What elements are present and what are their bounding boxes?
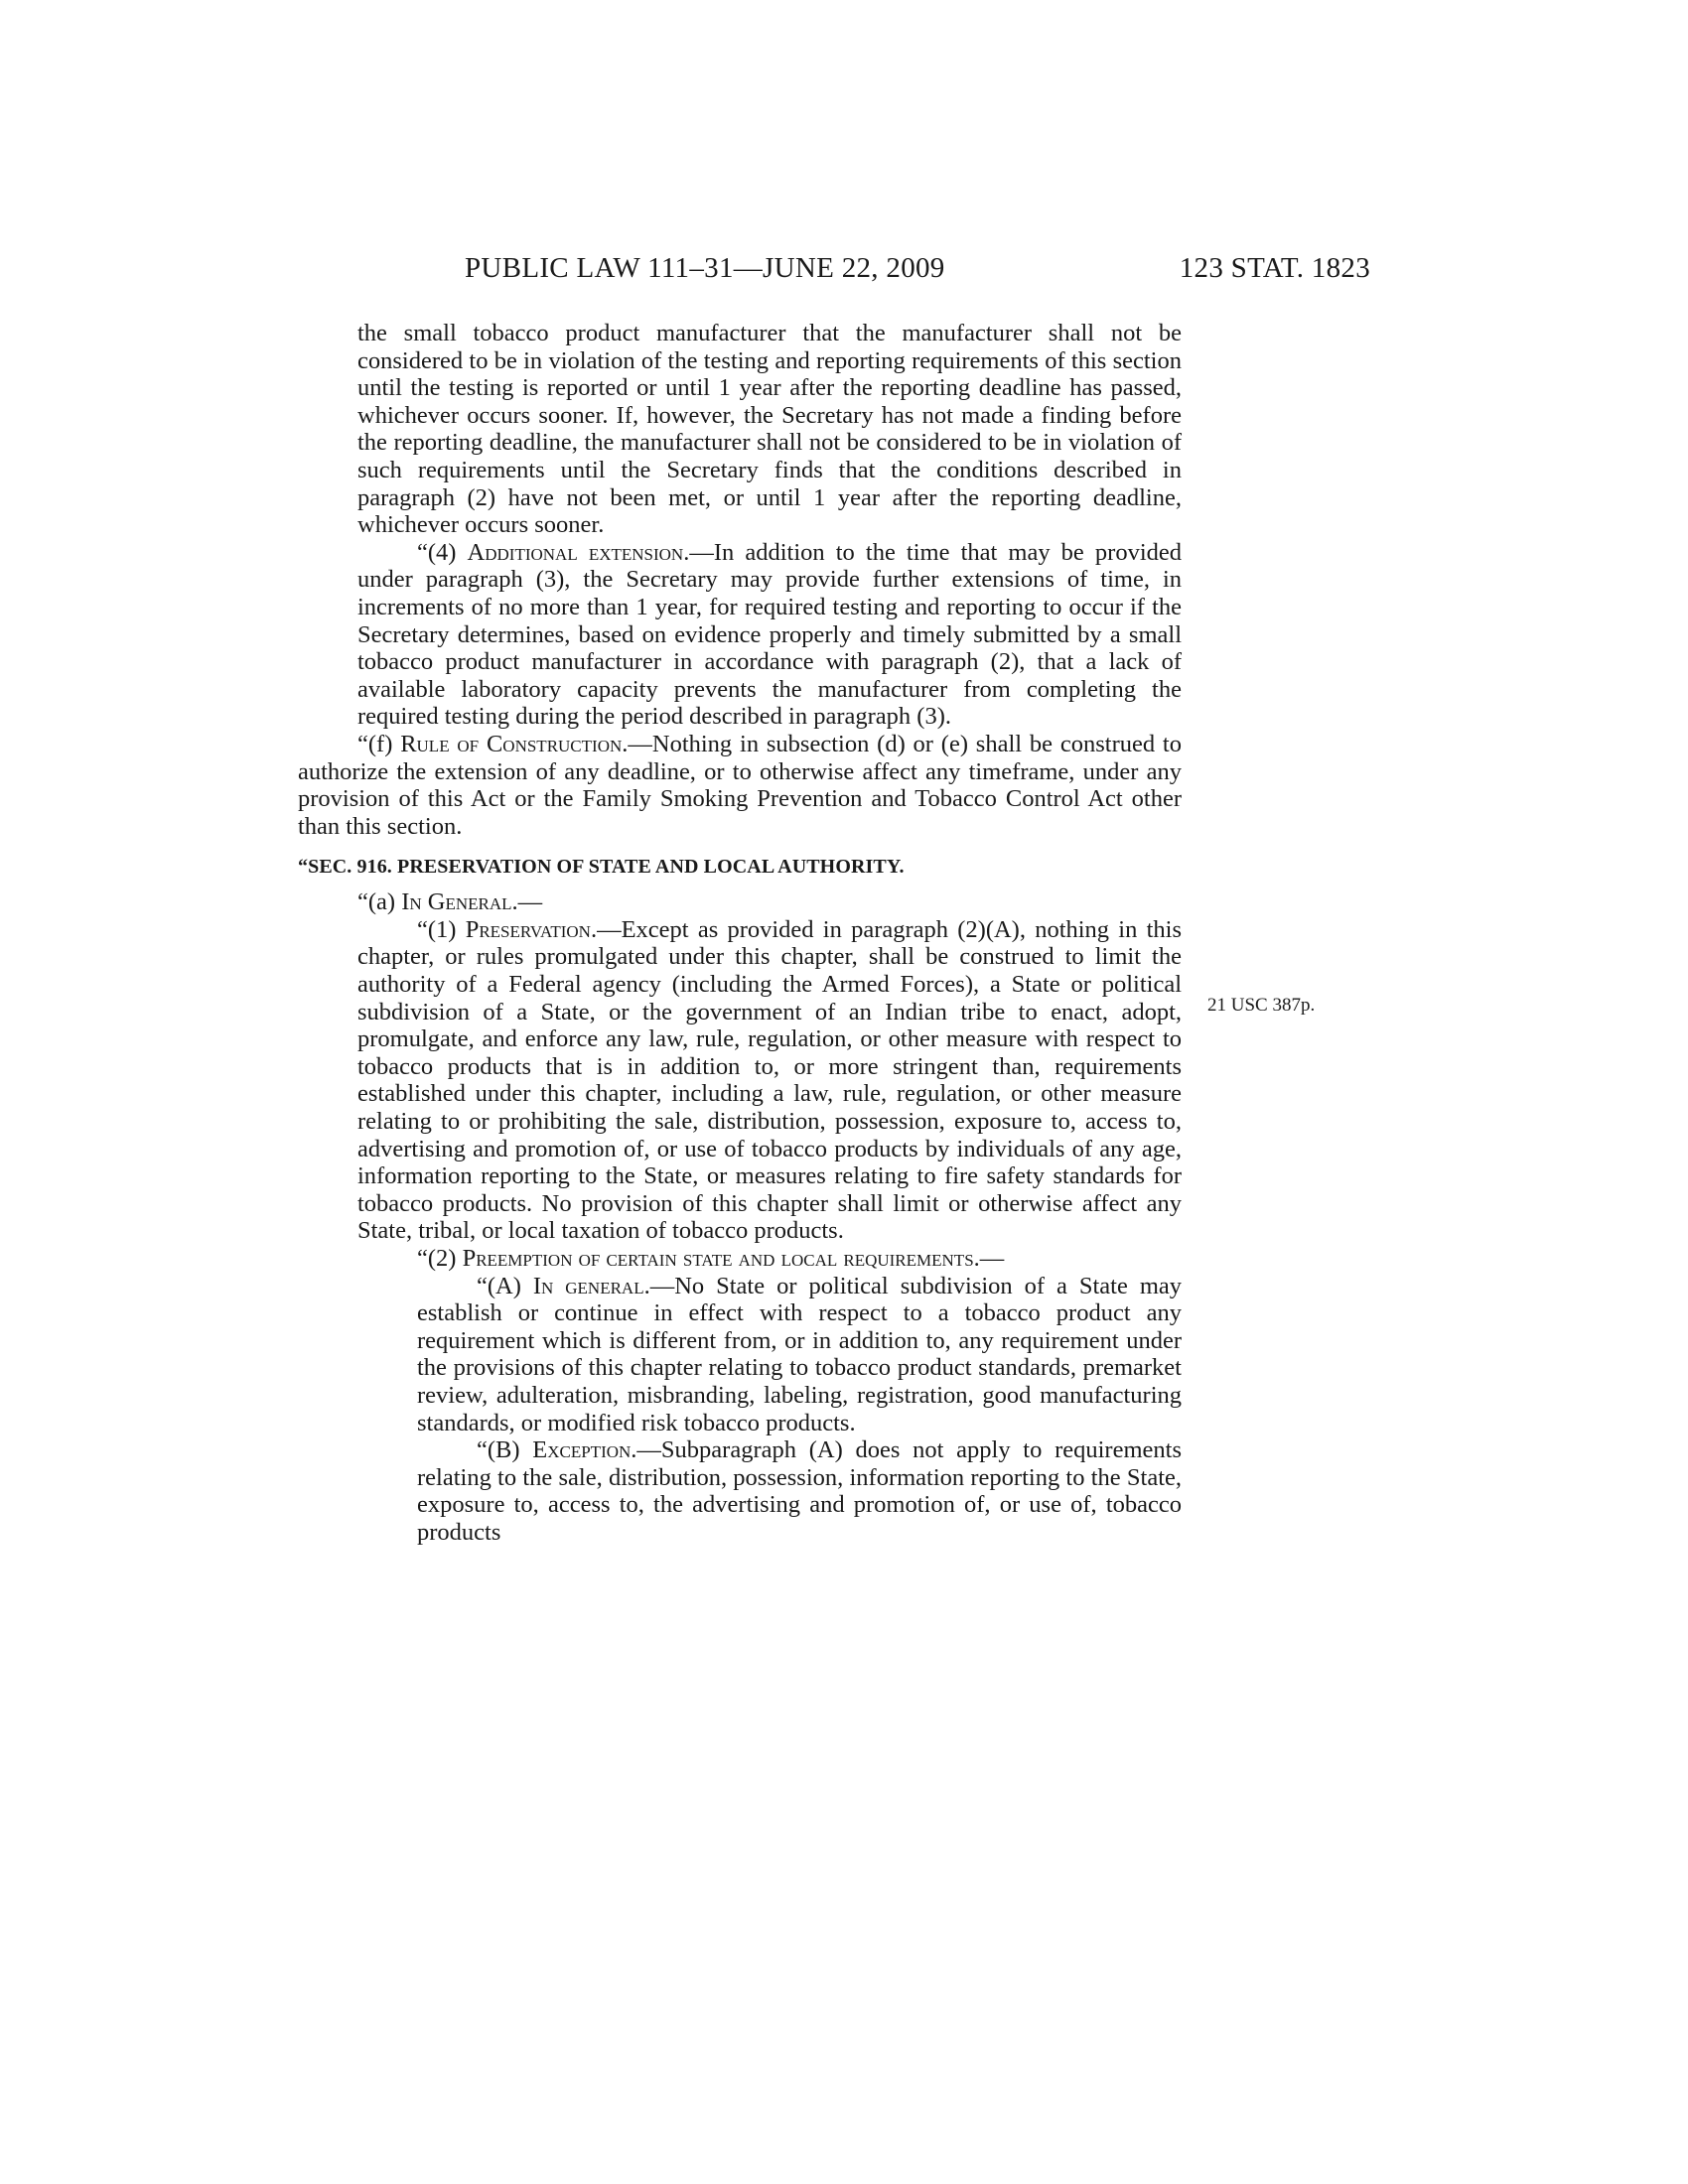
- paragraph-a2-lead: “(2): [417, 1245, 463, 1272]
- subsection-a-heading: In General: [401, 888, 512, 916]
- paragraph-e4-text: .—In addition to the time that may be provided under paragraph (3), the Secretary may provide further extensions of time, in increments of no more than 1 year, for required testing and reporting to occur if the Secretary determines, based on evidence properly and timely submitted by a small tobacco product manufacturer in accordance with paragraph (2), that a lack of available laboratory capacity prevents the manufacturer from completing the required testing during the period described in paragraph (3).: [357, 538, 1182, 731]
- subsection-e-continuation: [298, 320, 1182, 731]
- subparagraph-a2B-lead: “(B): [477, 1436, 533, 1464]
- subparagraph-a2B: [417, 1436, 1182, 1546]
- paragraph-a2-heading: Preemption of certain state and local requirements: [462, 1245, 974, 1272]
- paragraph-a1: [357, 916, 1182, 1245]
- paragraph-e3-continuation: the small tobacco product manufacturer that the manufacturer shall not be considered to be in violation of the testing and reporting requirements of this section until the testing is reported or until 1 year after the reporting deadline has passed, whichever occurs sooner. If, however, the Secretary has not made a finding before the reporting deadline, the manufacturer shall not be considered to be in violation of such requirements until the Secretary finds that the conditions described in paragraph (2) have not been met, or until 1 year after the reporting deadline, whichever occurs sooner.: [357, 320, 1182, 539]
- subsection-f: [298, 731, 1182, 840]
- subsection-a-lead: “(a): [357, 888, 402, 916]
- page-body: [298, 320, 1182, 1547]
- subparagraph-a2B-text: .—Subparagraph (A) does not apply to requirements relating to the sale, distribution, possession, information reporting to the State, exposure to, access to, the advertising and promotion of, or use of, tobacco products: [417, 1436, 1182, 1546]
- subsection-a-paragraphs: [298, 916, 1182, 1273]
- subparagraph-a2A: [417, 1273, 1182, 1437]
- subsection-f-text: .—Nothing in subsection (d) or (e) shall be construed to authorize the extension of any deadline, or to otherwise affect any timeframe, under any provision of this Act or the Family Smoking Prevention and Tobacco Control Act other than this section.: [298, 730, 1182, 840]
- paragraph-e4: [357, 539, 1182, 731]
- paragraph-a2: [357, 1245, 1182, 1273]
- paragraph-e4-lead: “(4): [417, 538, 468, 566]
- subsection-f-heading: Rule of Construction: [400, 730, 623, 757]
- paragraph-a2-subparagraphs: [298, 1273, 1182, 1547]
- subsection-a: [298, 888, 1182, 916]
- paragraph-a1-text: .—Except as provided in paragraph (2)(A), nothing in this chapter, or rules promulgated under this chapter, shall be construed to limit the authority of a Federal agency (including the Armed Forces), a State or political subdivision of a State, or the government of an Indian tribe to enact, adopt, promulgate, and enforce any law, rule, regulation, or other measure with respect to tobacco products that is in addition to, or more stringent than, requirements established under this chapter, including a law, rule, regulation, or other measure relating to or prohibiting the sale, distribution, possession, exposure to, access to, advertising and promotion of, or use of tobacco products by individuals of any age, information reporting to the State, or measures relating to fire safety standards for tobacco products. No provision of this chapter shall limit or otherwise affect any State, tribal, or local taxation of tobacco products.: [357, 915, 1182, 1245]
- subparagraph-a2A-lead: “(A): [477, 1272, 533, 1299]
- statute-citation: 123 STAT. 1823: [1179, 252, 1370, 284]
- paragraph-e4-heading: Additional extension: [467, 538, 684, 566]
- subsection-a-text: .—: [511, 888, 543, 916]
- paragraph-a2-text: .—: [973, 1245, 1005, 1272]
- subsection-f-lead: “(f): [357, 730, 401, 757]
- paragraph-a1-lead: “(1): [417, 915, 466, 943]
- paragraph-a1-heading: Preservation: [465, 915, 591, 943]
- margin-note-usc: 21 USC 387p.: [1207, 995, 1316, 1016]
- page-header: [437, 248, 1370, 288]
- section-heading: “SEC. 916. PRESERVATION OF STATE AND LOCAL AUTHORITY.: [298, 856, 905, 879]
- subparagraph-a2A-text: .—No State or political subdivision of a State may establish or continue in effect with respect to a tobacco product any requirement which is different from, or in addition to, any requirement under the provisions of this chapter relating to tobacco product standards, premarket review, adulteration, misbranding, labeling, registration, good manufacturing standards, or modified risk tobacco products.: [417, 1272, 1182, 1436]
- subparagraph-a2A-heading: In general: [532, 1272, 644, 1299]
- subparagraph-a2B-heading: Exception: [532, 1436, 632, 1464]
- running-head: PUBLIC LAW 111–31—JUNE 22, 2009: [465, 252, 945, 284]
